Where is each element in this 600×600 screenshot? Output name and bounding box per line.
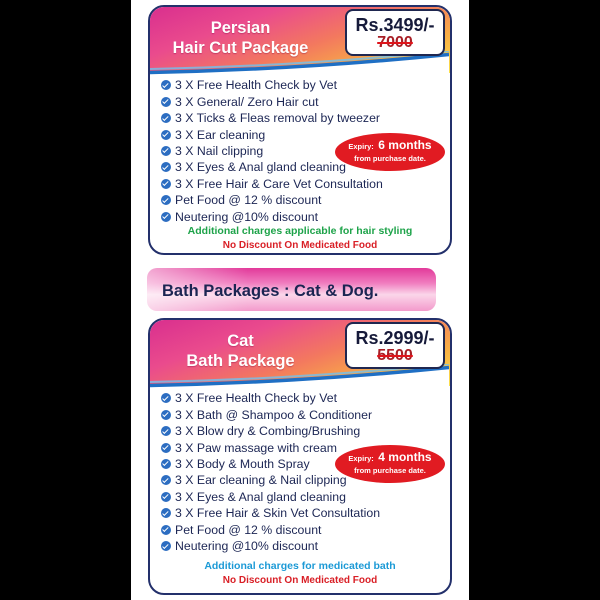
- list-item-text: 3 X Eyes & Anal gland cleaning: [175, 489, 346, 504]
- package-card-cat-bath: [148, 318, 452, 595]
- price-box: [345, 322, 445, 369]
- expiry-line: [335, 138, 445, 154]
- package-card-persian-haircut: [148, 5, 452, 255]
- check-circle-icon: [161, 80, 171, 90]
- expiry-line: [335, 450, 445, 466]
- expiry-label: Expiry:: [348, 453, 374, 463]
- check-circle-icon: [161, 393, 171, 403]
- check-circle-icon: [161, 162, 171, 172]
- list-item: [161, 176, 383, 192]
- check-circle-icon: [161, 130, 171, 140]
- expiry-value: 4 months: [378, 449, 432, 464]
- list-item: [161, 93, 383, 109]
- old-price: 7000: [377, 33, 413, 51]
- check-circle-icon: [161, 179, 171, 189]
- check-circle-icon: [161, 443, 171, 453]
- no-discount-note: No Discount On Medicated Food: [222, 575, 378, 586]
- old-price: 5500: [377, 346, 413, 364]
- check-circle-icon: [161, 146, 171, 156]
- list-item-text: 3 X Paw massage with cream: [175, 440, 337, 455]
- check-circle-icon: [161, 492, 171, 502]
- list-item: [161, 489, 381, 505]
- expiry-badge: [335, 133, 445, 171]
- check-circle-icon: [161, 113, 171, 123]
- check-circle-icon: [161, 97, 171, 107]
- price: Rs.2999/-: [355, 327, 435, 348]
- list-item-text: 3 X Free Hair & Care Vet Consultation: [175, 176, 383, 191]
- list-item: [161, 192, 383, 208]
- check-circle-icon: [161, 410, 171, 420]
- check-circle-icon: [161, 195, 171, 205]
- expiry-note: from purchase date.: [354, 153, 426, 163]
- package-subtitle: Hair Cut Package: [172, 38, 309, 57]
- check-circle-icon: [161, 459, 171, 469]
- expiry-note: from purchase date.: [354, 465, 426, 475]
- additional-charges-note: Additional charges for medicated bath: [204, 560, 396, 572]
- list-item-text: 3 X Ticks & Fleas removal by tweezer: [175, 111, 381, 126]
- check-circle-icon: [161, 525, 171, 535]
- additional-charges-note: Additional charges applicable for hair styling: [187, 225, 413, 237]
- list-item-text: Pet Food @ 12 % discount: [175, 522, 322, 537]
- check-circle-icon: [161, 212, 171, 222]
- list-item-text: 3 X Free Hair & Skin Vet Consultation: [175, 506, 381, 521]
- check-circle-icon: [161, 541, 171, 551]
- list-item: [161, 538, 381, 554]
- section-banner: Bath Packages : Cat & Dog.: [147, 268, 436, 311]
- list-item-text: Pet Food @ 12 % discount: [175, 193, 322, 208]
- list-item: [161, 110, 383, 126]
- list-item: [161, 505, 381, 521]
- package-title: Persian: [210, 18, 271, 37]
- list-item: [161, 522, 381, 538]
- list-item: [161, 209, 383, 225]
- list-item-text: 3 X Free Health Check by Vet: [175, 78, 337, 93]
- list-item-text: Neutering @10% discount: [175, 539, 319, 554]
- package-title: Cat: [227, 331, 254, 350]
- list-item-text: Neutering @10% discount: [175, 209, 319, 224]
- price-box: [345, 9, 445, 56]
- package-subtitle: Bath Package: [186, 351, 295, 370]
- check-circle-icon: [161, 475, 171, 485]
- list-item-text: 3 X General/ Zero Hair cut: [175, 94, 319, 109]
- check-circle-icon: [161, 508, 171, 518]
- list-item-text: 3 X Eyes & Anal gland cleaning: [175, 160, 346, 175]
- list-item: [161, 390, 381, 406]
- list-item-text: 3 X Ear cleaning: [175, 127, 266, 142]
- list-item-text: 3 X Ear cleaning & Nail clipping: [175, 473, 347, 488]
- list-item: [161, 423, 381, 439]
- list-item-text: 3 X Body & Mouth Spray: [175, 456, 310, 471]
- expiry-label: Expiry:: [348, 141, 374, 151]
- list-item-text: 3 X Free Health Check by Vet: [175, 391, 337, 406]
- list-item-text: 3 X Nail clipping: [175, 143, 264, 158]
- expiry-value: 6 months: [378, 137, 432, 152]
- list-item-text: 3 X Bath @ Shampoo & Conditioner: [175, 407, 373, 422]
- no-discount-note: No Discount On Medicated Food: [222, 240, 378, 251]
- expiry-badge: [335, 445, 445, 483]
- check-circle-icon: [161, 426, 171, 436]
- list-item-text: 3 X Blow dry & Combing/Brushing: [175, 424, 361, 439]
- list-item: [161, 77, 383, 93]
- list-item: [161, 406, 381, 422]
- price: Rs.3499/-: [355, 14, 435, 35]
